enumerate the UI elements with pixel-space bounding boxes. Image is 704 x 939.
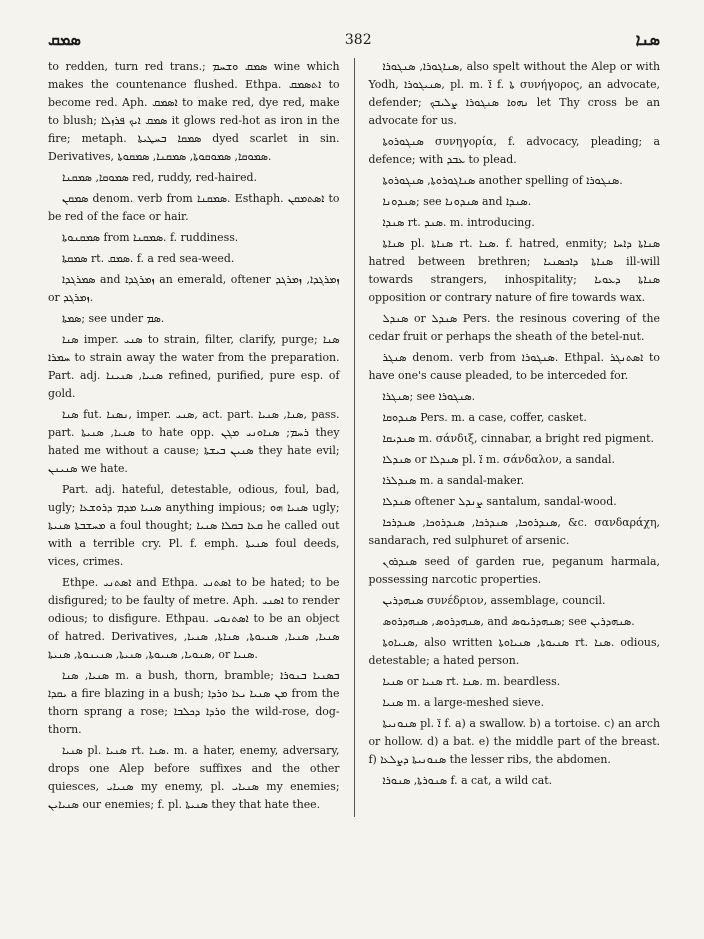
entry-paragraph: ܣܢܕܪܘܢ seed of garden rue, peganum harmala, possessing narcotic properties. bbox=[368, 555, 660, 586]
entry-paragraph: ܣܢܓܪ denom. verb from ܣܢܓܘܪܐ. Ethpal. ܐܣܬܢܓܪ to have one's cause pleaded, to be interceded for. bbox=[368, 351, 660, 382]
entry-paragraph: ܣܢܗܕܪܘܣ, ܣܢܗܕܪܘܣ, and ܣܢܗܕܪܝܘܣ; see ܣܢܗܕܪܝܢ. bbox=[382, 615, 635, 628]
two-column-body bbox=[48, 58, 660, 817]
entry-paragraph: ܣܢܕܘܩܐ Pers. m. a case, coffer, casket. bbox=[382, 411, 587, 424]
entry-paragraph: ܣܢܕܘܢܐ; see ܣܢܕܘܢܐ and ܣܢܕܐ. bbox=[382, 195, 532, 208]
entry-paragraph: ܣܢܘܪܬܐ, ܣܢܘܪܐ f. a cat, a wild cat. bbox=[382, 774, 553, 787]
entry-paragraph: ܣܢܐܓܘܪܐ, ܣܢܓܘܪܐ, also spelt without the Alep or with Yodh, ܣܢܝܓܘܪܐ, pl. m. ܐ̈ f. ܬܐ συνήγορος, an advocate, defender; ܢܗܘܐ ܣܢܓܘܪܐ ܨܠܝܒܟ let Thy cross be an advocate for us. bbox=[368, 60, 660, 127]
entry-paragraph: ܣܢܐ imper. ܣܢܝ to strain, filter, clarify, purge; ܣܢܐ ܚܡܪܐ to strain away the water from the preparation. Part. adj. ܣܢܝܐ, ܣܢܝܢܐ refined, purified, pure esp. of gold. bbox=[48, 333, 340, 400]
entry-paragraph: ܣܢܘܢܝܬܐ pl. ܐ̈ f. a) a swallow. b) a tortoise. c) an arch or hollow. d) a bat. e) the middle part of the breast. f) ܣܢܘܢܝܬܐ ܕܨܠܥܐ the lesser ribs, the abdomen. bbox=[368, 717, 660, 766]
entry-paragraph: ܣܢܕܠܪܐ m. a sandal-maker. bbox=[382, 474, 525, 487]
left-column bbox=[48, 58, 340, 817]
entry-paragraph: ܣܢܐܓܘܪܘܬܐ, ܣܢܓܘܪܘܬܐ another spelling of ܣܢܓܘܪܐ. bbox=[382, 174, 623, 187]
page-header bbox=[48, 28, 660, 52]
entry-paragraph: ܣܡܩܢܘܬܐ from ܣܡܩܢܐ. f. ruddiness. bbox=[62, 231, 239, 244]
entry-paragraph: ܣܢܕܠ or ܣܢܕܠ Pers. the resinous covering of the cedar fruit or perhaps the sheath of the betel-nut. bbox=[368, 312, 660, 343]
entry-paragraph: ܣܢܕܠܐ or ܣܢܕܠܐ pl. ܐ̈ m. σάνδαλον, a sandal. bbox=[382, 453, 615, 466]
entry-paragraph: ܣܡܬܐ; see under ܣܡ. bbox=[62, 312, 165, 325]
entry-paragraph: ܣܢܝܐ m. a large-meshed sieve. bbox=[382, 696, 545, 709]
entry-paragraph: ܣܢܕܐ rt. ܣܢܕ. m. introducing. bbox=[382, 216, 535, 229]
entry-paragraph: ܣܢܕܠܐ oftener ܨܢܕܠ santalum, sandal-wood. bbox=[382, 495, 617, 508]
entry-paragraph: ܣܢܗܕܪܝܢ συνέδριον, assemblage, council. bbox=[382, 594, 606, 607]
entry-paragraph: Ethpe. ܐܣܬܢܝ and Ethpa. ܐܣܬܢܝ to be hated; to be disfigured; to be faulty of metre. Aph. ܐܣܢܝ to render odious; to disfigure. Ethpau. ܐܣܬܢܘܝ to be an object of hatred. Derivatives, ܣܢܝܐ, ܣܢܝܐ, ܣܢܝܘܬܐ, ܣܢܐܬܐ, ܣܢܝܐ, ܣܢܘܝܐ, ܣܢܝܘܬܐ, ܣܢܝܬܐ, ܣܢܝܢܘܬܐ, ܣܢܝܬܐ, or ܣܢܝܐ. bbox=[48, 576, 340, 661]
entry-paragraph: ܣܢܓܘܪܘܬܐ συνηγορία, f. advocacy, pleading; a defence; with ܥܒܕ to plead. bbox=[368, 135, 660, 166]
entry-paragraph: ܣܡܘܩܐ, ܣܡܩܢܐ red, ruddy, red-haired. bbox=[62, 171, 257, 184]
left-running-headword: ܣܡܩ bbox=[48, 30, 81, 49]
entry-paragraph: ܣܢܐ fut. ܢܣܢܐ, imper. ܣܢܝ, act. part. ܣܢܐ, ܣܢܝܐ, pass. part. ܣܢܝܐ, ܣܢܝܬܐ to hate opp. ܪܚܡ; ܣܢܐܘܢܝ ܡܓܢ they hated me without a cause; ܣܢܝܢ ܒܝܫܬܐ they hate evil; ܣܢܝܢܢ we hate. bbox=[48, 408, 340, 475]
entry-paragraph: ܣܢܕܪܘܟܐ, ܣܢܕܪܟܐ, ܣܢܕܪܘܟܐ, ܣܢܕܪܟܐ, &c. σανδαράχη, sandarach, red sulphuret of arsenic. bbox=[368, 516, 660, 547]
entry-paragraph: to redden, turn red trans.; ܣܡܩ ܘܫܚܡ wine which makes the countenance flushed. Ethpa. ܐܬܣܡܩ to become red. Aph. ܐܣܡܩ to make red, dye red, make to blush; ܣܡܩ ܐܝܟ ܦܪܙܠܐ it glows red-hot as iron in the fire; metaph. ܣܡܩܐ ܒܚܛܝܬܐ dyed scarlet in sin. Derivatives, ܣܡܘܩܐ, ܣܡܘܩܘܬܐ, ܣܡܩܢܐ, ܣܡܩܘܬܐ. bbox=[48, 60, 340, 163]
right-running-headword: ܣܢܐ bbox=[635, 30, 660, 49]
entry-paragraph: ܣܡܩܬܐ rt. ܣܡܩ. f. a red sea-weed. bbox=[62, 252, 235, 265]
entry-paragraph: ܣܢܝܐ pl. ܣܢܝܐ rt. ܣܢܐ. m. a hater, enemy, adversary, drops one Alep before suffixes and the other quiesces, ܣܢܝܐܝ my enemy, pl. ܣܢܝܐܝ my enemies; ܣܢܝܐܝܢ our enemies; f. pl. ܣܢܝܬܐ they that hate thee. bbox=[48, 744, 340, 811]
page-number: 382 bbox=[344, 32, 372, 48]
entry-paragraph: Part. adj. hateful, detestable, odious, foul, bad, ugly; ܣܢܝܐ ܡܕܡ ܕܪܘܫܥܐ anything impious; ܣܢܝܐ ܗܘ ugly; ܡܚܫܒܬܐ ܣܢܝܬܐ a foul thought; ܩܥܐ ܒܩܠܐ ܣܢܝܐ he called out with a terrible cry. Pl. f. emph. ܣܢܝܬܐ foul deeds, vices, crimes. bbox=[48, 483, 340, 568]
entry-paragraph: ܣܡܩܢ denom. verb from ܣܡܩܢܐ. Esthaph. ܐܣܬܡܩܢ to be red of the face or hair. bbox=[48, 192, 340, 223]
entry-paragraph: ܣܢܝܐܘܬܐ, also written ܣܢܝܘܬܐ, ܣܢܝܐܘܬܐ rt. ܣܢܐ. odious, detestable; a hated person. bbox=[368, 636, 660, 667]
entry-paragraph: ܣܢܐܬܐ pl. ܣܢܐܬܐ rt. ܣܢܐ. f. hatred, enmity; ܣܢܐܬܐ ܕܐܚܐ hatred between brethren; ܣܢܐܬܐ ܕܐܟܣܢܝܐ ill-will towards strangers, inhospitality; ܣܢܐܬܐ ܕܥܘܝܐ opposition or contrary nature of fire towards wax. bbox=[368, 237, 661, 304]
entry-paragraph: ܣܡܪܓܕܐ and ܙܡܪܓܕܐ an emerald, oftener ܙܡܪܓܕܐ, ܙܡܪܓܕ or ܙܡܪܓܕ. bbox=[48, 273, 340, 304]
entry-paragraph: ܣܢܝܐ or ܣܢܝܐ rt. ܣܢܐ. m. beardless. bbox=[382, 675, 561, 688]
entry-paragraph: ܣܢܝܐ, ܣܢܐ m. a bush, thorn, bramble; ܒܣܢܝܐ ܒܢܘܪܐ ܝܩܕܐ a fire blazing in a bush; ܡܢ ܣܢܝܐ ܝܥܐ ܘܪܕܐ from the thorn sprang a rose; ܘܪܕܐ ܕܟܠܒܐ the wild-rose, dog-thorn. bbox=[48, 669, 340, 736]
entry-paragraph: ܣܢܓܪܐ; see ܣܢܓܘܪܐ. bbox=[382, 390, 476, 403]
column-divider bbox=[354, 58, 355, 817]
entry-paragraph: ܣܢܕܝܩܐ m. σάνδιξ, cinnabar, a bright red pigment. bbox=[382, 432, 654, 445]
right-column bbox=[368, 58, 660, 817]
